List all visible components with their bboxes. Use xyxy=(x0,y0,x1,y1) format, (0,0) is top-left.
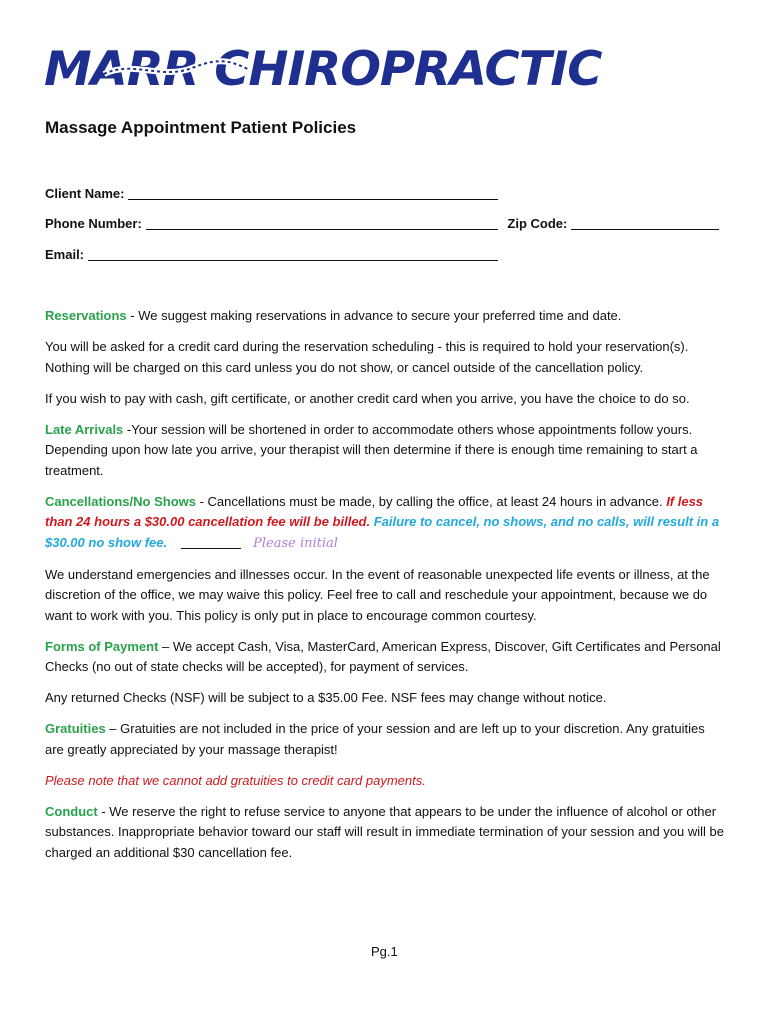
gratuities-note: Please note that we cannot add gratuities to credit card payments. xyxy=(45,772,426,788)
initial-line[interactable] xyxy=(181,535,241,549)
payment-forms-heading: Forms of Payment xyxy=(45,638,159,654)
zip-code-line[interactable] xyxy=(571,216,719,230)
conduct-heading: Conduct xyxy=(45,803,98,819)
policy-body xyxy=(45,306,725,874)
reservations-paragraph xyxy=(45,306,725,327)
reservations-heading: Reservations xyxy=(45,308,127,323)
client-name-label: Client Name: xyxy=(45,186,125,201)
phone-number-line[interactable] xyxy=(146,216,498,230)
no-show-text: Failure to cancel, no shows, and no calls, will result in a $30.00 no show fee. xyxy=(45,514,720,550)
late-arrivals-heading: Late Arrivals xyxy=(45,421,124,437)
payment-forms-paragraph xyxy=(45,637,725,678)
gratuities-paragraph xyxy=(45,719,725,760)
cancellations-text: - Cancellations must be made, by calling the office, at least 24 hours in advance. xyxy=(195,493,667,509)
reservations-text: - We suggest making reservations in advance to secure your preferred time and date. xyxy=(126,308,622,323)
phone-number-label: Phone Number: xyxy=(45,216,142,231)
nsf-paragraph: Any returned Checks (NSF) will be subject to a $35.00 Fee. NSF fees may change without notice. xyxy=(45,690,607,705)
credit-card-paragraph: You will be asked for a credit card during the reservation scheduling - this is required to hold your reservation(s). Nothing will be charged on this card unless you do not show, or cancel outside of the cancellation policy. xyxy=(45,339,689,375)
gratuities-heading: Gratuities xyxy=(45,721,106,736)
gratuities-text: – Gratuities are not included in the price of your session and are left up to your discretion. Any gratuities are greatly appreciated by your massage therapist! xyxy=(45,721,705,757)
zip-code-label: Zip Code: xyxy=(507,216,568,231)
client-name-field xyxy=(45,186,498,201)
page-number: Pg.1 xyxy=(371,944,398,959)
client-name-line[interactable] xyxy=(128,186,498,200)
late-arrivals-paragraph xyxy=(45,420,725,482)
email-label: Email: xyxy=(45,247,85,262)
cancellations-paragraph xyxy=(45,492,725,555)
conduct-text: - We reserve the right to refuse service to anyone that appears to be under the influence of alcohol or other substances. Inappropriate behavior toward our staff will result in immediate termination of your session and you will be charged an additional $30 cancellation fee. xyxy=(45,803,724,860)
logo-text: MARR CHIROPRACTIC xyxy=(44,42,602,97)
late-arrivals-text: -Your session will be shortened in order to accommodate others whose appointments follow yours. Depending upon how late you arrive, your therapist will then determine if there is enough time remaining to start a treatment. xyxy=(45,421,698,478)
conduct-paragraph xyxy=(45,802,725,864)
cancellations-heading: Cancellations/No Shows xyxy=(45,493,196,509)
payment-choice-paragraph: If you wish to pay with cash, gift certificate, or another credit card when you arrive, you have the choice to do so. xyxy=(45,390,690,406)
cancellation-fee-text: If less than 24 hours a $30.00 cancellation fee will be billed. xyxy=(45,493,704,529)
payment-forms-text: – We accept Cash, Visa, MasterCard, American Express, Discover, Gift Certificates and Personal Checks (no out of state checks will be accepted), for payment of services. xyxy=(45,638,721,674)
please-initial-text: Please initial xyxy=(253,535,338,551)
page-title: Massage Appointment Patient Policies xyxy=(45,118,357,137)
phone-number-field xyxy=(45,216,719,231)
email-line[interactable] xyxy=(88,247,498,261)
emergencies-paragraph: We understand emergencies and illnesses occur. In the event of reasonable unexpected life events or illness, at the discretion of the office, we may waive this policy. Feel free to call and reschedule your appointment, because we do want to work with you. This policy is only put in place to encourage common courtesy. xyxy=(45,566,710,623)
email-field xyxy=(45,247,498,262)
spine-icon xyxy=(102,58,252,82)
clinic-logo xyxy=(44,42,602,97)
